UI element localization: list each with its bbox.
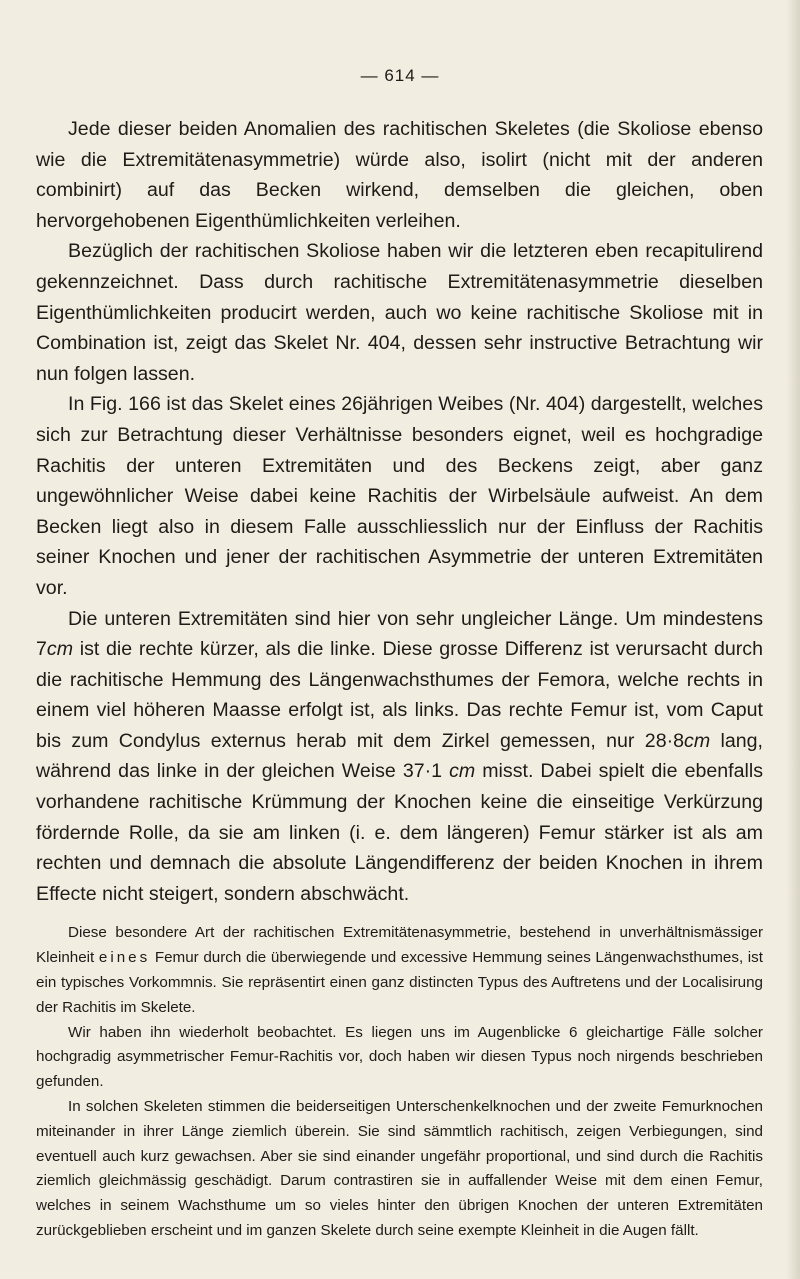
page-edge-shadow bbox=[786, 0, 800, 1279]
note-text-a: Diese besondere Art der rachitischen Extremitätenasymmetrie, bestehend in unverhältnismässiger Kleinheit bbox=[36, 924, 763, 967]
paragraph-extremities-text-d: misst. Dabei spielt die ebenfalls vorhandene rachitische Krümmung der Knochen keine die einseitige Verkürzung fördernde Rolle, da sie am linken (i. e. dem längeren) Femur stärker ist als am rechten und demnach die absolute Längendifferenz der beiden Knochen in ihrem Effecte nicht steigert, sondern abschwächt. bbox=[36, 760, 763, 905]
small-print-notes bbox=[36, 921, 763, 1243]
unit-cm: cm bbox=[449, 760, 476, 783]
paragraph-extremities-text-b: ist die rechte kürzer, als die linke. Diese grosse Differenz ist verursacht durch die rachitische Hemmung des Längenwachsthumes der Femora, welche rechts in einem viel höheren Maasse erfolgt ist, als links. Das rechte Femur ist, vom Caput bis zum Condylus externus herab mit dem Zirkel gemessen, nur 28·8 bbox=[36, 638, 763, 752]
paragraph-extremities-text-c: lang, während das linke in der gleichen Weise 37·1 bbox=[36, 729, 763, 783]
spaced-word: eines bbox=[98, 949, 151, 967]
note-paragraph-asymmetry bbox=[36, 921, 763, 1020]
unit-cm: cm bbox=[684, 729, 711, 752]
paragraph-fig-166: In Fig. 166 ist das Skelet eines 26jährigen Weibes (Nr. 404) dargestellt, welches sich zur Betrachtung dieser Verhältnisse besonders eignet, weil es hochgradige Rachitis der unteren Extremitäten und des Beckens zeigt, aber ganz ungewöhnlicher Weise dabei keine Rachitis der Wirbelsäule aufweist. An dem Becken liegt also in diesem Falle ausschliesslich nur der Einfluss der Rachitis seiner Knochen und jener der rachitischen Asymmetrie der unteren Extremitäten vor. bbox=[36, 393, 763, 599]
page-number: — 614 — bbox=[360, 66, 440, 85]
page-body bbox=[36, 114, 763, 1244]
note-paragraph-cases: Wir haben ihn wiederholt beobachtet. Es liegen uns im Augenblicke 6 gleichartige Fälle solcher hochgradig asymmetrischer Femur-Rachitis vor, doch haben wir diesen Typus noch nirgends beschrieben gefunden. bbox=[36, 1023, 763, 1091]
note-text-b: Femur durch die überwiegende und excessive Hemmung seines Längenwachsthumes, ist ein typisches Vorkommnis. Sie repräsentirt einen ganz distincten Typus des Auftretens und der Localisirung der Rachitis im Skelete. bbox=[36, 949, 763, 1016]
paragraph-skoliose: Bezüglich der rachitischen Skoliose haben wir die letzteren eben recapitulirend gekennzeichnet. Dass durch rachitische Extremitätenasymmetrie dieselben Eigenthümlichkeiten producirt werden, auch wo keine rachitische Skoliose mit in Combination ist, zeigt das Skelet Nr. 404, dessen sehr instructive Betrachtung wir nun folgen lassen. bbox=[36, 240, 763, 385]
main-text bbox=[36, 114, 763, 909]
paragraph-anomalies: Jede dieser beiden Anomalien des rachitischen Skeletes (die Skoliose ebenso wie die Extremitätenasymmetrie) würde also, isolirt (nicht mit der anderen combinirt) auf das Becken wirkend, demselben die gleichen, oben hervorgehobenen Eigenthümlichkeiten verleihen. bbox=[36, 118, 763, 232]
note-paragraph-skeletons: In solchen Skeleten stimmen die beiderseitigen Unterschenkelknochen und der zweite Femurknochen miteinander in ihrer Länge ziemlich überein. Sie sind sämmtlich rachitisch, zeigen Verbiegungen, sind eventuell auch kurz gewachsen. Aber sie sind einander ungefähr proportional, und sind durch die Rachitis ziemlich gleichmässig geschädigt. Darum contrastiren sie in auffallender Weise mit dem einen Femur, welches in seinem Wachsthume um so vieles hinter den übrigen Knochen der unteren Extremitäten zurückgeblieben erscheint und im ganzen Skelete durch seine exempte Kleinheit in die Augen fällt. bbox=[36, 1098, 763, 1239]
paragraph-extremities bbox=[36, 604, 763, 910]
paragraph-extremities-text-a: Die unteren Extremitäten sind hier von sehr ungleicher Länge. Um mindestens 7 bbox=[36, 607, 763, 661]
unit-cm: cm bbox=[46, 638, 74, 661]
